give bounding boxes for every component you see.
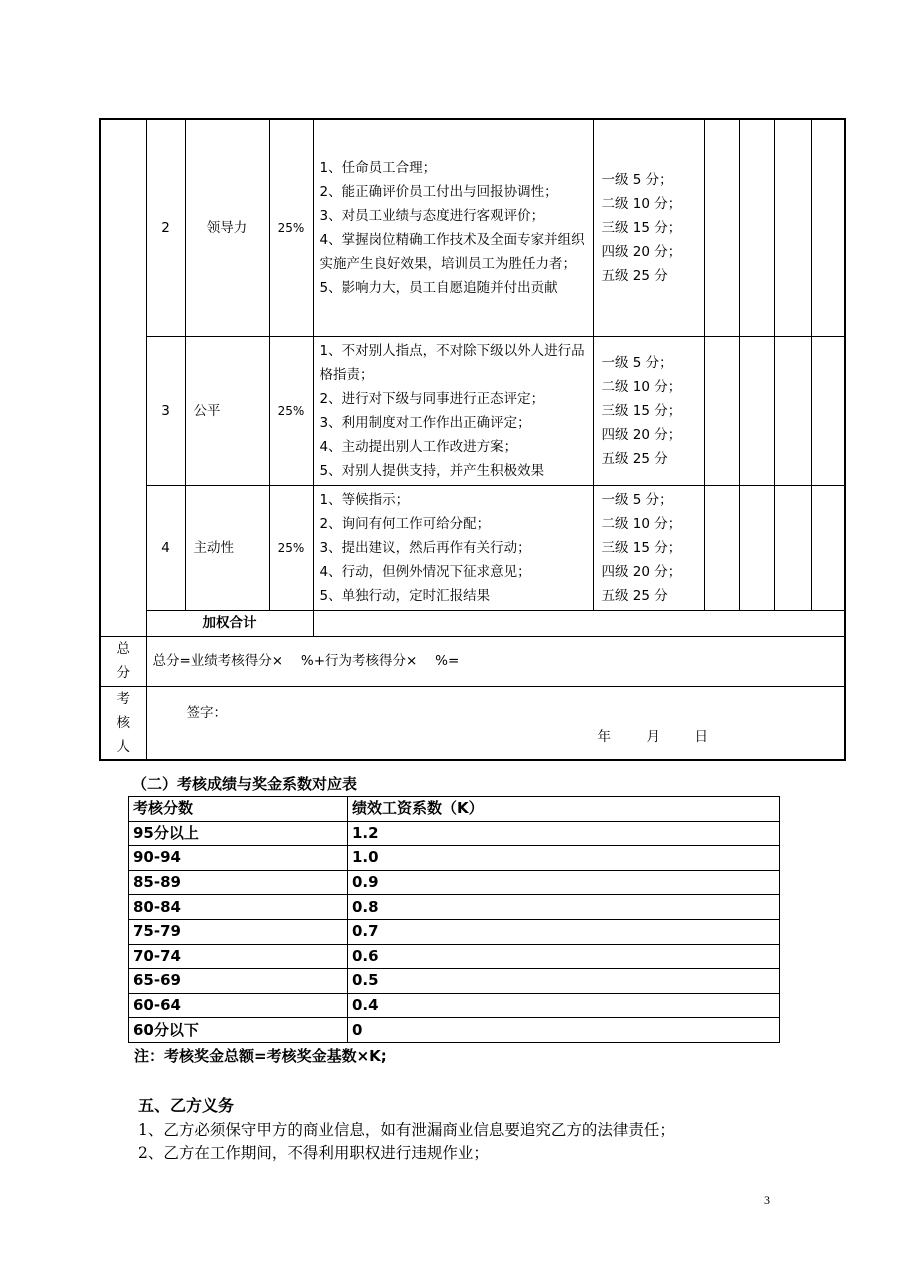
row-index: 4 [146,485,185,610]
criteria-cell [313,119,593,336]
criterion: 5、对别人提供支持，并产生积极效果 [319,462,545,479]
total-formula: 总分=业绩考核得分× %+行为考核得分× %= [146,636,845,686]
level: 四级 20 分； [601,426,682,443]
criterion: 3、提出建议，然后再作有关行动； [319,539,531,556]
level: 一级 5 分； [601,171,673,188]
level: 二级 10 分； [601,195,682,212]
level: 三级 15 分； [601,219,682,236]
score-range: 90-94 [129,846,348,871]
total-row [100,636,845,686]
coefficient: 0.4 [348,993,780,1018]
level: 三级 15 分； [601,539,682,556]
level: 五级 25 分 [601,450,668,467]
table-row [129,895,780,920]
signature-label: 签字： [186,704,227,721]
weighted-total-row [100,610,845,636]
level: 五级 25 分 [601,267,668,284]
criterion: 3、利用制度对工作作出正确评定； [319,414,531,431]
criterion: 1、等候指示； [319,491,410,508]
criterion: 5、影响力大，员工自愿追随并付出贡献 [319,279,558,296]
obligations-heading: 五、乙方义务 [138,1096,235,1115]
category-cell [100,119,146,636]
coefficient: 0.8 [348,895,780,920]
score-cell[interactable] [811,336,845,485]
criterion: 4、行动，但例外情况下征求意见； [319,563,531,580]
column-header: 绩效工资系数（K） [348,797,780,822]
coefficient: 1.2 [348,821,780,846]
score-range: 85-89 [129,870,348,895]
table-row [129,919,780,944]
criterion: 2、询问有何工作可给分配； [319,515,491,532]
weighted-total-label: 加权合计 [146,610,313,636]
level: 五级 25 分 [601,587,668,604]
score-range: 60分以下 [129,1018,348,1043]
table-row [129,1018,780,1043]
signature-cell[interactable] [146,686,845,760]
criterion: 1、不对别人指点，不对除下级以外人进行品格指责； [319,342,585,383]
coefficient: 0.9 [348,870,780,895]
table-row [129,821,780,846]
score-cell[interactable] [774,485,811,610]
levels-cell [593,119,704,336]
coef-section-title: （二）考核成绩与奖金系数对应表 [132,775,358,793]
level: 二级 10 分； [601,515,682,532]
score-range: 75-79 [129,919,348,944]
coefficient: 0.6 [348,944,780,969]
item-name: 主动性 [185,485,269,610]
criteria-cell [313,485,593,610]
score-range: 60-64 [129,993,348,1018]
row-index: 2 [146,119,185,336]
level: 二级 10 分； [601,378,682,395]
score-cell[interactable] [704,485,739,610]
criterion: 2、能正确评价员工付出与回报协调性； [319,183,558,200]
row-index: 3 [146,336,185,485]
table-row [100,336,845,485]
level: 一级 5 分； [601,354,673,371]
reviewer-label [100,686,146,760]
table-row [100,119,845,336]
criteria-cell [313,336,593,485]
reviewer-row [100,686,845,760]
item-weight: 25% [269,485,313,610]
coefficient-table [128,796,780,1043]
score-cell[interactable] [704,336,739,485]
coefficient: 0.7 [348,919,780,944]
score-range: 65-69 [129,969,348,994]
score-cell[interactable] [739,485,774,610]
score-cell[interactable] [811,485,845,610]
criterion: 4、掌握岗位精确工作技术及全面专家并组织实施产生良好效果，培训员工为胜任力者； [319,231,585,272]
table-row [129,944,780,969]
page-number: 3 [764,1193,770,1207]
score-range: 70-74 [129,944,348,969]
obligation-item: 1、乙方必须保守甲方的商业信息，如有泄漏商业信息要追究乙方的法律责任； [138,1121,675,1139]
level: 四级 20 分； [601,563,682,580]
table-row [129,846,780,871]
score-range: 95分以上 [129,821,348,846]
table-row [129,969,780,994]
evaluation-table [99,118,846,761]
table-header-row [129,797,780,822]
date-month: 月 [646,728,660,745]
coefficient: 0.5 [348,969,780,994]
score-cell[interactable] [704,119,739,336]
column-header: 考核分数 [129,797,348,822]
reviewer-label-text: 考核人 [116,690,130,755]
score-cell[interactable] [811,119,845,336]
criterion: 3、对员工业绩与态度进行客观评价； [319,207,545,224]
criterion: 4、主动提出别人工作改进方案； [319,438,518,455]
criterion: 2、进行对下级与同事进行正态评定； [319,390,545,407]
total-label-text: 总分 [116,641,130,681]
coefficient: 0 [348,1018,780,1043]
level: 三级 15 分； [601,402,682,419]
score-cell[interactable] [739,336,774,485]
item-name: 领导力 [185,119,269,336]
table-row [100,485,845,610]
levels-cell [593,485,704,610]
score-cell[interactable] [774,336,811,485]
total-label [100,636,146,686]
levels-cell [593,336,704,485]
criterion: 5、单独行动，定时汇报结果 [319,587,491,604]
level: 一级 5 分； [601,491,673,508]
table-row [129,870,780,895]
level: 四级 20 分； [601,243,682,260]
item-weight: 25% [269,119,313,336]
table-row [129,993,780,1018]
item-name: 公平 [185,336,269,485]
criterion: 1、任命员工合理； [319,159,437,176]
date-year: 年 [597,728,611,745]
obligation-item: 2、乙方在工作期间，不得利用职权进行违规作业； [138,1144,489,1162]
score-range: 80-84 [129,895,348,920]
date-day: 日 [694,728,708,745]
score-cell[interactable] [739,119,774,336]
weighted-total-value[interactable] [313,610,845,636]
bonus-note: 注：考核奖金总额=考核奖金基数×K; [134,1047,387,1065]
score-cell[interactable] [774,119,811,336]
item-weight: 25% [269,336,313,485]
coefficient: 1.0 [348,846,780,871]
